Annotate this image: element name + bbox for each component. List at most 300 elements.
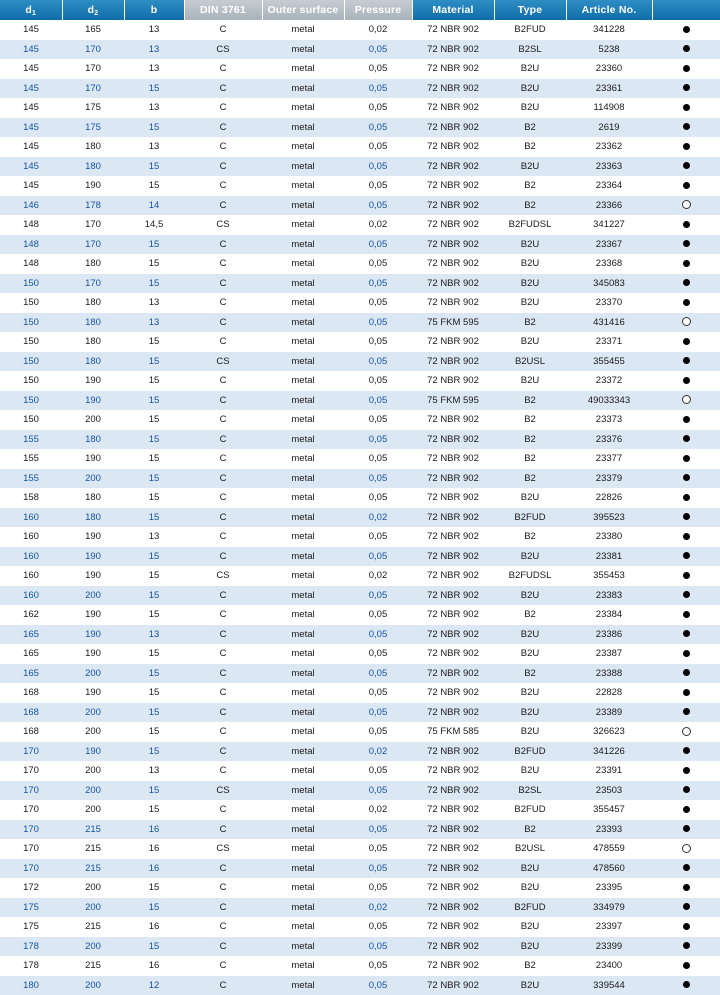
table-row[interactable] [0,254,720,274]
table-row[interactable] [0,703,720,723]
cell-pressure: 0,02 [344,742,412,762]
cell-d2: 170 [62,59,124,79]
cell-b: 13 [124,98,184,118]
column-header-d2[interactable] [62,0,124,20]
cell-d1: 170 [0,781,62,801]
cell-din3761: C [184,527,262,547]
cell-type: B2 [494,469,566,489]
cell-type: B2U [494,274,566,294]
column-header-outer-surface[interactable] [262,0,344,20]
cell-d2: 190 [62,547,124,567]
cell-d1: 145 [0,79,62,99]
cell-b: 15 [124,781,184,801]
cell-pressure: 0,02 [344,566,412,586]
table-row[interactable] [0,59,720,79]
cell-article-no: 23400 [566,956,652,976]
cell-pressure: 0,05 [344,683,412,703]
cell-type: B2U [494,547,566,567]
cell-article-no: 23380 [566,527,652,547]
circle-filled-icon [683,786,690,793]
circle-filled-icon [683,806,690,813]
cell-material: 72 NBR 902 [412,137,494,157]
cell-outer-surface: metal [262,313,344,333]
availability-filled-dot [652,703,720,723]
cell-article-no: 23395 [566,878,652,898]
availability-open-dot [652,391,720,411]
availability-filled-dot [652,683,720,703]
cell-din3761: C [184,274,262,294]
table-row[interactable] [0,79,720,99]
table-row[interactable] [0,391,720,411]
cell-pressure: 0,05 [344,937,412,957]
cell-din3761: CS [184,839,262,859]
cell-d2: 200 [62,781,124,801]
availability-filled-dot [652,98,720,118]
cell-outer-surface: metal [262,820,344,840]
cell-d2: 180 [62,332,124,352]
cell-din3761: C [184,547,262,567]
cell-outer-surface: metal [262,469,344,489]
cell-b: 16 [124,839,184,859]
cell-article-no: 2619 [566,118,652,138]
column-header-type[interactable] [494,0,566,20]
cell-din3761: C [184,878,262,898]
table-row[interactable] [0,898,720,918]
table-row[interactable] [0,527,720,547]
cell-outer-surface: metal [262,898,344,918]
cell-d1: 150 [0,352,62,372]
cell-material: 72 NBR 902 [412,800,494,820]
table-row[interactable] [0,820,720,840]
availability-filled-dot [652,352,720,372]
cell-d1: 150 [0,332,62,352]
cell-b: 15 [124,703,184,723]
cell-pressure: 0,05 [344,625,412,645]
table-row[interactable] [0,508,720,528]
cell-b: 15 [124,176,184,196]
cell-article-no: 341228 [566,20,652,40]
circle-filled-icon [683,357,690,364]
cell-pressure: 0,02 [344,215,412,235]
table-row[interactable] [0,313,720,333]
cell-din3761: C [184,59,262,79]
cell-material: 72 NBR 902 [412,274,494,294]
circle-open-icon [682,727,691,736]
availability-filled-dot [652,625,720,645]
table-row[interactable] [0,859,720,879]
cell-d2: 200 [62,664,124,684]
table-row[interactable] [0,839,720,859]
cell-article-no: 345083 [566,274,652,294]
cell-b: 15 [124,898,184,918]
cell-article-no: 23381 [566,547,652,567]
cell-d2: 200 [62,722,124,742]
table-row[interactable] [0,488,720,508]
table-row[interactable] [0,293,720,313]
column-header-label: Article No. [582,4,637,16]
cell-type: B2 [494,137,566,157]
cell-b: 15 [124,878,184,898]
availability-filled-dot [652,566,720,586]
cell-d2: 200 [62,800,124,820]
cell-d2: 180 [62,508,124,528]
table-row[interactable] [0,547,720,567]
circle-filled-icon [683,474,690,481]
availability-filled-dot [652,449,720,469]
cell-pressure: 0,05 [344,254,412,274]
cell-article-no: 23388 [566,664,652,684]
cell-article-no: 22828 [566,683,652,703]
cell-d2: 180 [62,157,124,177]
cell-outer-surface: metal [262,703,344,723]
circle-open-icon [682,200,691,209]
availability-filled-dot [652,761,720,781]
cell-d2: 190 [62,566,124,586]
table-row[interactable] [0,137,720,157]
availability-filled-dot [652,59,720,79]
availability-filled-dot [652,820,720,840]
cell-pressure: 0,05 [344,722,412,742]
cell-pressure: 0,05 [344,586,412,606]
table-row[interactable] [0,235,720,255]
cell-pressure: 0,05 [344,40,412,60]
circle-filled-icon [683,240,690,247]
cell-d1: 175 [0,898,62,918]
cell-material: 72 NBR 902 [412,469,494,489]
availability-filled-dot [652,605,720,625]
table-row[interactable] [0,215,720,235]
cell-material: 75 FKM 595 [412,391,494,411]
circle-filled-icon [683,630,690,637]
cell-b: 15 [124,391,184,411]
cell-type: B2SL [494,40,566,60]
cell-article-no: 23371 [566,332,652,352]
cell-type: B2 [494,196,566,216]
table-row[interactable] [0,118,720,138]
cell-article-no: 23360 [566,59,652,79]
cell-type: B2FUD [494,742,566,762]
cell-article-no: 23370 [566,293,652,313]
circle-filled-icon [683,552,690,559]
cell-b: 15 [124,508,184,528]
cell-type: B2U [494,722,566,742]
cell-din3761: C [184,235,262,255]
cell-d2: 200 [62,937,124,957]
cell-din3761: C [184,488,262,508]
cell-type: B2U [494,235,566,255]
table-row[interactable] [0,800,720,820]
table-row[interactable] [0,157,720,177]
cell-d2: 215 [62,820,124,840]
table-row[interactable] [0,742,720,762]
cell-outer-surface: metal [262,664,344,684]
cell-d2: 180 [62,254,124,274]
cell-material: 72 NBR 902 [412,644,494,664]
cell-din3761: C [184,761,262,781]
cell-pressure: 0,05 [344,839,412,859]
availability-filled-dot [652,118,720,138]
table-row[interactable] [0,449,720,469]
cell-article-no: 23391 [566,761,652,781]
cell-material: 72 NBR 902 [412,196,494,216]
cell-article-no: 431416 [566,313,652,333]
table-row[interactable] [0,274,720,294]
cell-d2: 200 [62,410,124,430]
circle-filled-icon [683,747,690,754]
cell-type: B2FUD [494,508,566,528]
cell-material: 72 NBR 902 [412,956,494,976]
table-row[interactable] [0,781,720,801]
cell-outer-surface: metal [262,371,344,391]
cell-material: 72 NBR 902 [412,547,494,567]
availability-open-dot [652,196,720,216]
cell-din3761: C [184,644,262,664]
availability-open-dot [652,313,720,333]
cell-outer-surface: metal [262,488,344,508]
cell-pressure: 0,05 [344,703,412,723]
column-header-availability[interactable] [652,0,720,20]
cell-article-no: 23361 [566,79,652,99]
column-header-label: d [25,4,32,16]
cell-type: B2U [494,371,566,391]
column-header-din-3761[interactable] [184,0,262,20]
cell-d2: 180 [62,352,124,372]
column-header-article-no-[interactable] [566,0,652,20]
cell-outer-surface: metal [262,644,344,664]
cell-outer-surface: metal [262,254,344,274]
cell-din3761: C [184,625,262,645]
table-row[interactable] [0,722,720,742]
table-row[interactable] [0,430,720,450]
availability-filled-dot [652,176,720,196]
availability-filled-dot [652,527,720,547]
cell-article-no: 23367 [566,235,652,255]
cell-din3761: CS [184,352,262,372]
cell-pressure: 0,02 [344,898,412,918]
table-row[interactable] [0,644,720,664]
cell-b: 15 [124,664,184,684]
table-row[interactable] [0,566,720,586]
cell-pressure: 0,05 [344,917,412,937]
cell-din3761: C [184,313,262,333]
cell-type: B2U [494,761,566,781]
table-row[interactable] [0,625,720,645]
cell-outer-surface: metal [262,742,344,762]
cell-d1: 165 [0,644,62,664]
cell-pressure: 0,05 [344,527,412,547]
cell-d1: 170 [0,761,62,781]
cell-b: 15 [124,644,184,664]
cell-d2: 200 [62,976,124,995]
circle-filled-icon [683,767,690,774]
cell-d2: 200 [62,761,124,781]
cell-material: 72 NBR 902 [412,683,494,703]
availability-filled-dot [652,410,720,430]
column-header-label: Pressure [355,4,402,16]
cell-type: B2 [494,391,566,411]
cell-b: 13 [124,59,184,79]
circle-filled-icon [683,669,690,676]
cell-material: 72 NBR 902 [412,157,494,177]
cell-b: 15 [124,605,184,625]
cell-article-no: 23386 [566,625,652,645]
circle-filled-icon [683,143,690,150]
cell-outer-surface: metal [262,508,344,528]
cell-article-no: 23387 [566,644,652,664]
table-row[interactable] [0,20,720,40]
column-header-pressure[interactable] [344,0,412,20]
cell-d1: 145 [0,98,62,118]
cell-pressure: 0,05 [344,235,412,255]
table-row[interactable] [0,469,720,489]
cell-din3761: C [184,449,262,469]
table-row[interactable] [0,98,720,118]
column-header-label: d [88,4,95,16]
cell-d1: 145 [0,137,62,157]
cell-article-no: 23373 [566,410,652,430]
table-row[interactable] [0,917,720,937]
cell-b: 13 [124,625,184,645]
cell-din3761: C [184,956,262,976]
availability-filled-dot [652,332,720,352]
availability-filled-dot [652,293,720,313]
cell-article-no: 23362 [566,137,652,157]
table-row[interactable] [0,976,720,995]
table-row[interactable] [0,878,720,898]
cell-din3761: C [184,157,262,177]
cell-b: 13 [124,137,184,157]
cell-d1: 170 [0,800,62,820]
table-row[interactable] [0,664,720,684]
table-row[interactable] [0,586,720,606]
cell-type: B2U [494,703,566,723]
cell-d1: 160 [0,508,62,528]
cell-article-no: 22826 [566,488,652,508]
table-row[interactable] [0,956,720,976]
cell-b: 15 [124,566,184,586]
circle-filled-icon [683,513,690,520]
circle-filled-icon [683,494,690,501]
cell-pressure: 0,02 [344,20,412,40]
availability-filled-dot [652,235,720,255]
cell-article-no: 326623 [566,722,652,742]
cell-pressure: 0,05 [344,332,412,352]
cell-d1: 148 [0,254,62,274]
circle-filled-icon [683,260,690,267]
cell-material: 72 NBR 902 [412,40,494,60]
table-header-row [0,0,720,20]
cell-d1: 150 [0,313,62,333]
table-row[interactable] [0,937,720,957]
cell-pressure: 0,05 [344,488,412,508]
cell-d2: 190 [62,371,124,391]
column-header-b[interactable] [124,0,184,20]
cell-material: 72 NBR 902 [412,293,494,313]
cell-b: 16 [124,859,184,879]
cell-d1: 160 [0,586,62,606]
cell-type: B2 [494,176,566,196]
table-row[interactable] [0,605,720,625]
table-row[interactable] [0,352,720,372]
availability-filled-dot [652,157,720,177]
table-row[interactable] [0,371,720,391]
availability-filled-dot [652,274,720,294]
cell-d1: 145 [0,59,62,79]
cell-d2: 180 [62,293,124,313]
cell-pressure: 0,05 [344,469,412,489]
cell-material: 72 NBR 902 [412,98,494,118]
cell-material: 72 NBR 902 [412,859,494,879]
circle-filled-icon [683,84,690,91]
cell-material: 72 NBR 902 [412,820,494,840]
cell-pressure: 0,05 [344,781,412,801]
cell-b: 15 [124,937,184,957]
cell-outer-surface: metal [262,293,344,313]
cell-material: 72 NBR 902 [412,625,494,645]
cell-outer-surface: metal [262,566,344,586]
cell-b: 16 [124,820,184,840]
cell-outer-surface: metal [262,274,344,294]
cell-outer-surface: metal [262,137,344,157]
cell-d1: 145 [0,157,62,177]
cell-d2: 165 [62,20,124,40]
cell-type: B2FUDSL [494,215,566,235]
cell-article-no: 339544 [566,976,652,995]
cell-din3761: C [184,469,262,489]
table-row[interactable] [0,176,720,196]
cell-pressure: 0,05 [344,664,412,684]
cell-material: 72 NBR 902 [412,118,494,138]
cell-article-no: 355453 [566,566,652,586]
cell-d1: 180 [0,976,62,995]
table-row[interactable] [0,410,720,430]
column-header-d1[interactable] [0,0,62,20]
column-header-label: b [151,4,158,16]
cell-type: B2U [494,917,566,937]
table-row[interactable] [0,761,720,781]
table-row[interactable] [0,683,720,703]
cell-type: B2U [494,859,566,879]
cell-outer-surface: metal [262,59,344,79]
cell-b: 16 [124,917,184,937]
circle-filled-icon [683,884,690,891]
cell-article-no: 23399 [566,937,652,957]
cell-din3761: C [184,586,262,606]
table-row[interactable] [0,40,720,60]
table-row[interactable] [0,196,720,216]
cell-article-no: 478559 [566,839,652,859]
cell-d1: 148 [0,215,62,235]
cell-d2: 200 [62,878,124,898]
column-header-material[interactable] [412,0,494,20]
cell-outer-surface: metal [262,20,344,40]
cell-type: B2 [494,527,566,547]
cell-pressure: 0,05 [344,157,412,177]
cell-material: 72 NBR 902 [412,937,494,957]
cell-d1: 145 [0,118,62,138]
cell-d1: 145 [0,176,62,196]
cell-din3761: C [184,898,262,918]
cell-b: 15 [124,469,184,489]
cell-article-no: 23363 [566,157,652,177]
cell-type: B2U [494,683,566,703]
cell-outer-surface: metal [262,722,344,742]
cell-pressure: 0,05 [344,449,412,469]
cell-outer-surface: metal [262,586,344,606]
circle-filled-icon [683,942,690,949]
circle-filled-icon [683,377,690,384]
table-row[interactable] [0,332,720,352]
